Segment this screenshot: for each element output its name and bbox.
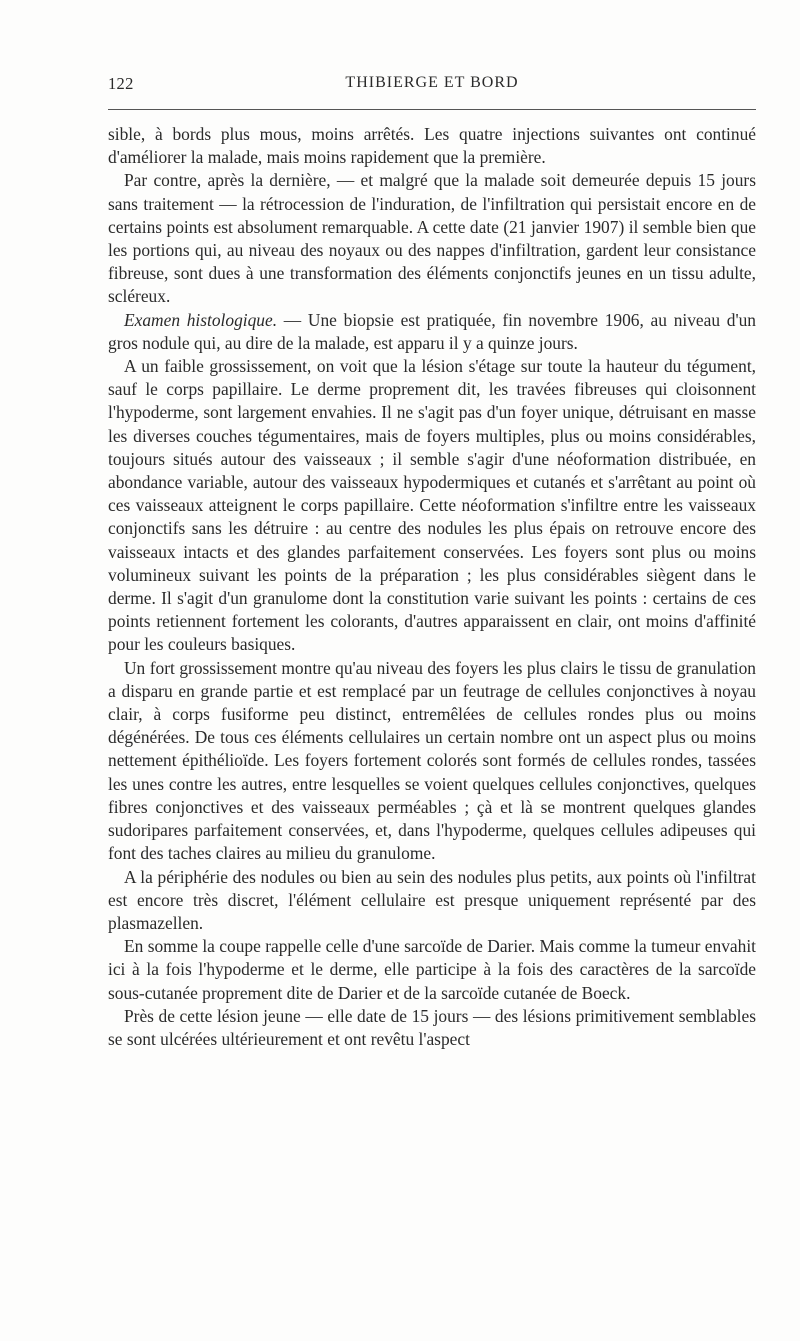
page-header (108, 74, 756, 98)
header-rule (108, 109, 756, 110)
paragraph-7: En somme la coupe rappelle celle d'une sarcoïde de Darier. Mais comme la tumeur envahit ici à la fois l'hypoderme et le derme, elle participe à la fois des caractères de la sarcoïde sous-cutanée proprement dite de Darier et de la sarcoïde cutanée de Boeck. (108, 936, 756, 1003)
paragraph-6: A la périphérie des nodules ou bien au sein des nodules plus petits, aux points où l'infiltrat est encore très discret, l'élément cellulaire est presque uniquement représenté par des plasmazellen. (108, 866, 756, 933)
paragraph-4: A un faible grossissement, on voit que la lésion s'étage sur toute la hauteur du tégument, sauf le corps papillaire. Le derme proprement dit, les travées fibreuses qui cloisonnent l'hypoderme, sont largement envahies. Il ne s'agit pas d'un foyer unique, détruisant en masse les diverses couches tégumentaires, mais de foyers multiples, plus ou moins considérables, toujours situés autour des vaisseaux ; il semble s'agir d'une néoformation distribuée, en abondance variable, autour des vaisseaux hypodermiques et cutanés et s'arrêtant au point où ces vaisseaux atteignent le corps papillaire. Cette néoformation s'infiltre entre les vaisseaux conjonctifs sans les détruire : au centre des nodules les plus épais on retrouve encore des vaisseaux intacts et des glandes parfaitement conservées. Les foyers sont plus ou moins volumineux suivant les points de la préparation ; les plus considérables siègent dans le derme. Il s'agit d'un granulome dont la constitution varie suivant les points : certains de ces points retiennent fortement les colorants, d'autres apparaissent en clair, ont moins d'affinité pour les couleurs basiques. (108, 356, 756, 655)
paragraph-1: sible, à bords plus mous, moins arrêtés. Les quatre injections suivantes ont continué d'améliorer la malade, mais moins rapidement que la première. (108, 124, 756, 168)
paragraph-5: Un fort grossissement montre qu'au niveau des foyers les plus clairs le tissu de granulation a disparu en grande partie et est remplacé par un feutrage de cellules conjonctives à noyau clair, à corps fusiforme peu distinct, entremêlées de cellules rondes plus ou moins dégénérées. De tous ces éléments cellulaires un certain nombre ont un aspect plus ou moins nettement épithélioïde. Les foyers fortement colorés sont formés de cellules rondes, tassées les unes contre les autres, entre lesquelles se voient quelques cellules conjonctives, quelques fibres conjonctives et des vaisseaux perméables ; çà et là se montrent quelques glandes sudoripares parfaitement conservées, et, dans l'hypoderme, quelques cellules adipeuses qui font des taches claires au milieu du granulome. (108, 657, 756, 864)
body-text (108, 123, 756, 1051)
section-title-histology: Examen histologique. (124, 309, 278, 330)
paragraph-3-text: — Une biopsie est pratiquée, fin novembre 1906, au niveau d'un gros nodule qui, au dire de la malade, est apparu il y a quinze jours. (108, 309, 756, 353)
paragraph-3 (108, 309, 756, 355)
page-number: 122 (108, 74, 134, 93)
running-head: THIBIERGE ET BORD (345, 74, 519, 91)
paragraph-8: Près de cette lésion jeune — elle date de 15 jours — des lésions primitivement semblables se sont ulcérées ultérieurement et ont revêtu l'aspect (108, 1005, 756, 1049)
paragraph-2: Par contre, après la dernière, — et malgré que la malade soit demeurée depuis 15 jours sans traitement — la rétrocession de l'induration, de l'infiltration qui persistait encore en de certains points est absolument remarquable. A cette date (21 janvier 1907) il semble bien que les portions qui, au niveau des noyaux ou des nappes d'infiltration, gardent leur consistance fibreuse, sont dues à une transformation des éléments conjonctifs jeunes en un tissu adulte, scléreux. (108, 170, 756, 307)
